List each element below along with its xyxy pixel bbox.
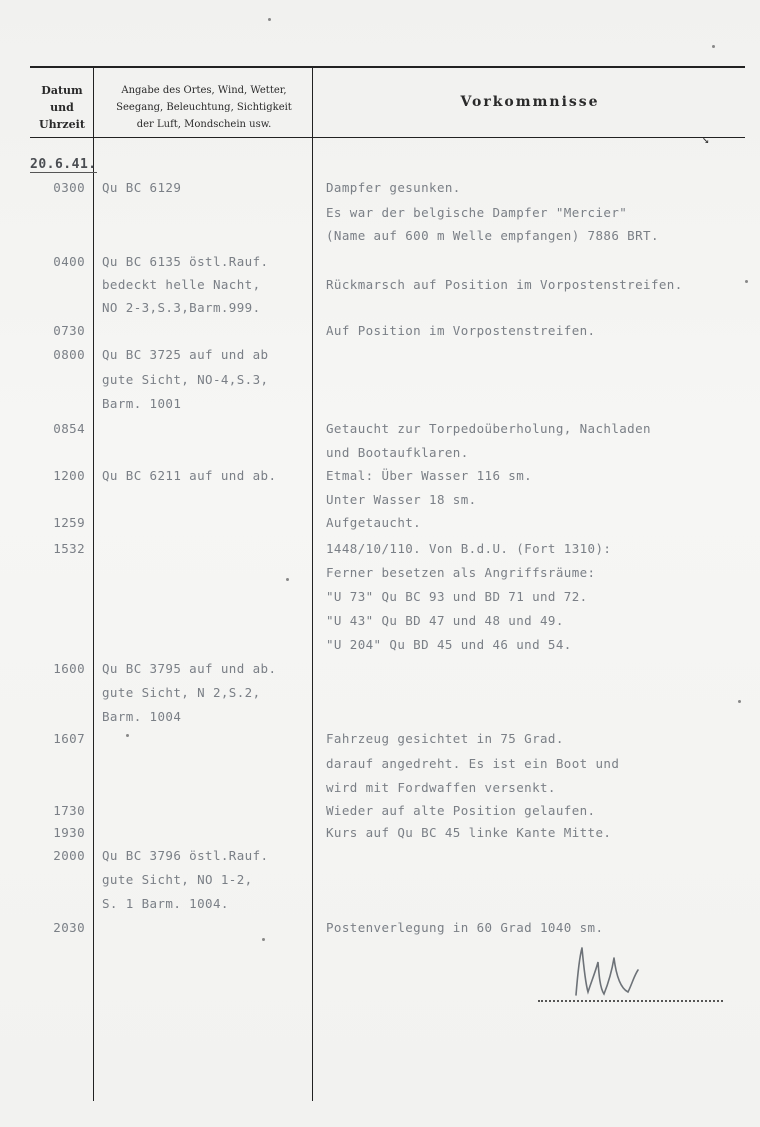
speck-2 [712, 45, 715, 48]
log-event: "U 204" Qu BD 45 und 46 und 54. [326, 637, 572, 652]
log-event: (Name auf 600 m Welle empfangen) 7886 BRT. [326, 228, 659, 243]
log-event: "U 43" Qu BD 47 und 48 und 49. [326, 613, 564, 628]
log-event: Ferner besetzen als Angriffsräume: [326, 565, 596, 580]
log-event: Rückmarsch auf Position im Vorpostenstreifen. [326, 277, 683, 292]
log-event: wird mit Fordwaffen versenkt. [326, 780, 556, 795]
log-location: S. 1 Barm. 1004. [102, 896, 229, 911]
signature-dotted-line [538, 998, 723, 1002]
log-time: 1532 [53, 541, 85, 556]
log-location: Qu BC 3795 auf und ab. [102, 661, 277, 676]
log-event: Es war der belgische Dampfer "Mercier" [326, 205, 628, 220]
log-location: NO 2-3,S.3,Barm.999. [102, 300, 261, 315]
log-event: Wieder auf alte Position gelaufen. [326, 803, 596, 818]
log-event: darauf angedreht. Es ist ein Boot und [326, 756, 620, 771]
log-time: 1607 [53, 731, 85, 746]
log-location: gute Sicht, N 2,S.2, [102, 685, 261, 700]
header-location-weather [98, 82, 310, 133]
header-tick-mark: ↘ [702, 132, 710, 146]
header-location-line-3: der Luft, Mondschein usw. [136, 119, 272, 130]
log-event: Dampfer gesunken. [326, 180, 461, 195]
log-location: Barm. 1001 [102, 396, 182, 411]
log-event: Fahrzeug gesichtet in 75 Grad. [326, 731, 564, 746]
log-location: gute Sicht, NO 1-2, [102, 872, 253, 887]
signature-mark [568, 940, 648, 1002]
header-events: Vorkommnisse [460, 94, 600, 110]
speck-1 [268, 18, 271, 21]
column-divider-2 [312, 66, 313, 1101]
log-location: Barm. 1004 [102, 709, 182, 724]
log-time: 1600 [53, 661, 85, 676]
log-time: 0300 [53, 180, 85, 195]
log-event: Postenverlegung in 60 Grad 1040 sm. [326, 920, 604, 935]
log-event: Aufgetaucht. [326, 515, 422, 530]
log-time: 0400 [53, 254, 85, 269]
log-event: Unter Wasser 18 sm. [326, 492, 477, 507]
header-time-line: Uhrzeit [39, 118, 85, 131]
log-location: bedeckt helle Nacht, [102, 277, 261, 292]
log-time: 1730 [53, 803, 85, 818]
header-and-line: und [50, 101, 74, 114]
log-event: Etmal: Über Wasser 116 sm. [326, 468, 533, 483]
log-event: 1448/10/110. Von B.d.U. (Fort 1310): [326, 541, 612, 556]
speck-6 [262, 938, 265, 941]
log-location: Qu BC 3725 auf und ab [102, 347, 269, 362]
log-location: Qu BC 6211 auf und ab. [102, 468, 277, 483]
log-time: 0854 [53, 421, 85, 436]
log-time: 1200 [53, 468, 85, 483]
header-top-rule [30, 66, 745, 68]
log-location: Qu BC 6135 östl.Rauf. [102, 254, 269, 269]
log-location: Qu BC 6129 [102, 180, 182, 195]
log-date: 20.6.41. [30, 157, 97, 172]
speck-4 [738, 700, 741, 703]
header-location-line-1: Angabe des Ortes, Wind, Wetter, [121, 85, 287, 96]
header-date-time [32, 82, 92, 133]
log-time: 2030 [53, 920, 85, 935]
log-event: Kurs auf Qu BC 45 linke Kante Mitte. [326, 825, 612, 840]
log-event: und Bootaufklaren. [326, 445, 469, 460]
header-location-line-2: Seegang, Beleuchtung, Sichtigkeit [116, 102, 292, 113]
speck-3 [745, 280, 748, 283]
log-time: 0730 [53, 323, 85, 338]
speck-5 [286, 578, 289, 581]
log-location: gute Sicht, NO-4,S.3, [102, 372, 269, 387]
header-date-line: Datum [41, 84, 83, 97]
log-event: "U 73" Qu BC 93 und BD 71 und 72. [326, 589, 588, 604]
log-event: Auf Position im Vorpostenstreifen. [326, 323, 596, 338]
log-event: Getaucht zur Torpedoüberholung, Nachladen [326, 421, 651, 436]
speck-7 [126, 734, 129, 737]
log-time: 2000 [53, 848, 85, 863]
log-location: Qu BC 3796 östl.Rauf. [102, 848, 269, 863]
log-time: 1930 [53, 825, 85, 840]
log-time: 0800 [53, 347, 85, 362]
column-divider-1 [93, 66, 94, 1101]
log-time: 1259 [53, 515, 85, 530]
header-bottom-rule [30, 137, 745, 138]
